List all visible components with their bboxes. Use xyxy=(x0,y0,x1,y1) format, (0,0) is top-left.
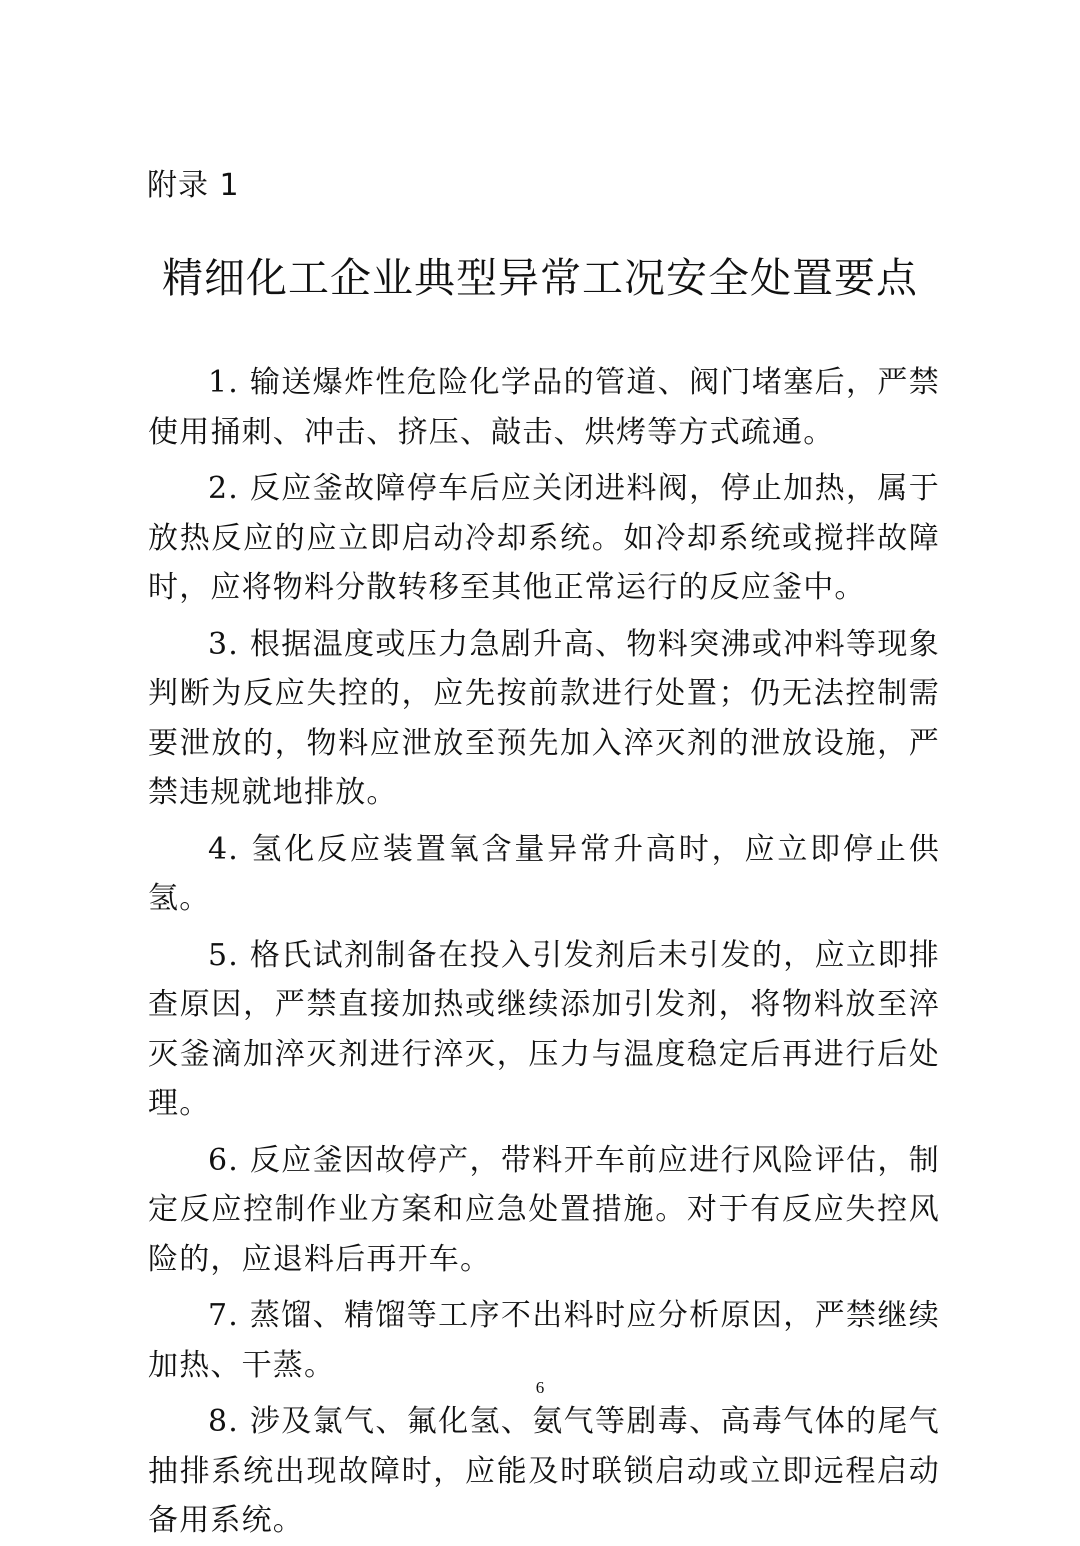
safety-point-5: 5. 格氏试剂制备在投入引发剂后未引发的，应立即排查原因，严禁直接加热或继续添加引发剂，将物料放至淬灭釜滴加淬灭剂进行淬灭，压力与温度稳定后再进行后处理。 xyxy=(148,937,940,1121)
safety-point-7: 7. 蒸馏、精馏等工序不出料时应分析原因，严禁继续加热、干蒸。 xyxy=(148,1298,940,1383)
safety-points-list xyxy=(148,358,940,1546)
safety-point-6: 6. 反应釜因故停产，带料开车前应进行风险评估，制定反应控制作业方案和应急处置措施。对于有反应失控风险的，应退料后再开车。 xyxy=(148,1142,940,1277)
page-number: 6 xyxy=(535,1378,545,1397)
appendix-label: 附录 1 xyxy=(147,168,240,203)
safety-point-3: 3. 根据温度或压力急剧升高、物料突沸或冲料等现象判断为反应失控的，应先按前款进行处置；仍无法控制需要泄放的，物料应泄放至预先加入淬灭剂的泄放设施，严禁违规就地排放。 xyxy=(148,626,940,810)
safety-point-4: 4. 氢化反应装置氧含量异常升高时，应立即停止供氢。 xyxy=(148,831,940,916)
safety-point-8: 8. 涉及氯气、氟化氢、氨气等剧毒、高毒气体的尾气抽排系统出现故障时，应能及时联锁启动或立即远程启动备用系统。 xyxy=(148,1404,940,1538)
safety-point-1: 1. 输送爆炸性危险化学品的管道、阀门堵塞后，严禁使用捅刺、冲击、挤压、敲击、烘烤等方式疏通。 xyxy=(148,365,940,450)
safety-point-2: 2. 反应釜故障停车后应关闭进料阀，停止加热，属于放热反应的应立即启动冷却系统。如冷却系统或搅拌故障时，应将物料分散转移至其他正常运行的反应釜中。 xyxy=(148,471,940,605)
document-title: 精细化工企业典型异常工况安全处置要点 xyxy=(162,254,918,302)
